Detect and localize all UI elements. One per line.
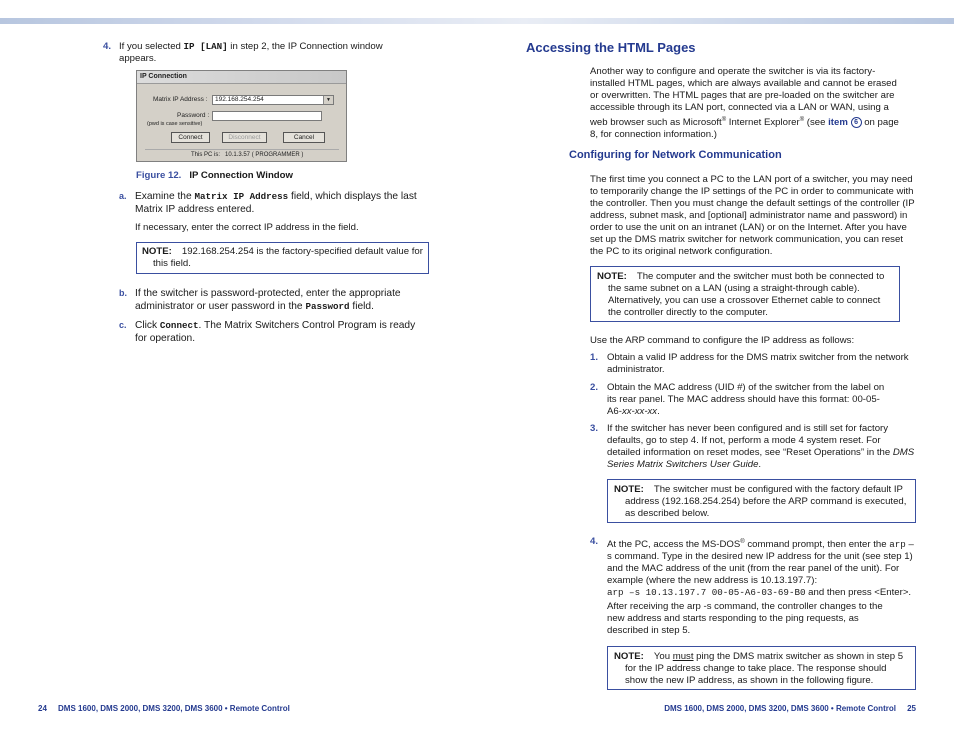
- footer-left: 24 DMS 1600, DMS 2000, DMS 3200, DMS 3600 • Remote Control: [38, 704, 290, 713]
- network-paragraph: The first time you connect a PC to the LAN port of a switcher, you may need to temporarily change the IP settings of the PC in order to communicate with the controller. Then you must change the default settings of the controller (IP address, subnet mask, and [optional] administrator name and password) in order to use the unit on an intranet (LAN) or on the Internet. After you have set up the DMS matrix switcher for network communication, you can reset the PC to its original network configuration.: [590, 174, 915, 257]
- left-step-4: 4. If you selected IP [LAN] in step 2, the IP Connection window appears.: [103, 41, 383, 64]
- matrix-ip-label: Matrix IP Address :: [153, 96, 208, 103]
- subheading: Configuring for Network Communication: [569, 149, 782, 161]
- step-1: 1. Obtain a valid IP address for the DMS matrix switcher from the network administrator.: [590, 352, 909, 375]
- step-2: 2. Obtain the MAC address (UID #) of the switcher from the label on its rear panel. The MAC address should have this format: 00-05-A6-xx-xx-xx.: [590, 382, 885, 417]
- password-hint: (pwd is case sensitive): [147, 121, 203, 127]
- figure-caption: Figure 12. IP Connection Window: [136, 170, 293, 181]
- left-step-b: b. If the switcher is password-protected, enter the appropriate administrator or user password in the Password field.: [119, 288, 401, 312]
- dropdown-arrow-icon[interactable]: ▼: [323, 96, 333, 104]
- pc-ip-status: This PC is: 10.1.3.57 ( PROGRAMMER ): [145, 149, 339, 160]
- ip-connection-dialog: [136, 70, 347, 162]
- dialog-title: IP Connection: [137, 71, 346, 84]
- note-ping: NOTE: You must ping the DMS matrix switcher as shown in step 5 for the IP address change to take place. The response should show the new IP address, as shown in the following figure.: [607, 646, 916, 690]
- arp-intro: Use the ARP command to configure the IP address as follows:: [590, 335, 855, 346]
- left-step-c: c. Click Connect. The Matrix Switchers Control Program is ready for operation.: [119, 320, 416, 344]
- note-subnet: NOTE: The computer and the switcher must both be connected to the same subnet on a LAN (using a straight-through cable). Alternatively, you can use a crossover Ethernet cable to connect the controller directly to the computer.: [590, 266, 900, 322]
- connect-button[interactable]: Connect: [171, 132, 210, 143]
- matrix-ip-input[interactable]: 192.168.254.254 ▼: [212, 95, 334, 105]
- callout-6-icon: 6: [851, 117, 862, 128]
- section-heading: Accessing the HTML Pages: [526, 40, 696, 55]
- left-step-a-sub: If necessary, enter the correct IP address in the field.: [135, 222, 359, 233]
- note-default-ip: NOTE: 192.168.254.254 is the factory-specified default value for this field.: [136, 242, 429, 274]
- footer-right: DMS 1600, DMS 2000, DMS 3200, DMS 3600 • Remote Control 25: [664, 704, 916, 713]
- password-label: Password :: [177, 112, 210, 119]
- intro-paragraph: Another way to configure and operate the switcher is via its factory-installed HTML pages, which are always available and cannot be erased or overwritten. The HTML pages that are pre-loaded on the switcher are accessible through its LAN port, connected via a LAN or WAN, using a web browser such as Microsoft® Internet Explorer® (see item 6 on page 8, for connection information.): [590, 66, 899, 141]
- step-4: 4. At the PC, access the MS-DOS® command prompt, then enter the arp –s command. Type in the desired new IP address for the unit (see step 1) and the MAC address of the unit (from the rear panel of the unit). For example (where the new address is 10.13.197.7): arp –s 10.13.197.7 00-05-A6-03-69-B0 and then press <Enter>.: [590, 536, 914, 599]
- step-4-after: After receiving the arp -s command, the controller changes to the new address and starts responding to the ping requests, as described in step 5.: [607, 601, 883, 636]
- password-input[interactable]: [212, 111, 322, 121]
- cancel-button[interactable]: Cancel: [283, 132, 325, 143]
- item-link[interactable]: item: [828, 117, 848, 129]
- left-step-a: a. Examine the Matrix IP Address field, which displays the last Matrix IP address entered.: [119, 191, 417, 215]
- disconnect-button[interactable]: Disconnect: [222, 132, 267, 143]
- top-decorative-bar: [0, 18, 954, 24]
- step-3: 3. If the switcher has never been configured and is still set for factory defaults, go to step 4. If not, perform a mode 4 system reset. For detailed information on reset modes, see “Reset Operations” in the DMS Series Matrix Switchers User Guide.: [590, 423, 915, 470]
- note-factory-default: NOTE: The switcher must be configured with the factory default IP address (192.168.254.254) before the ARP command is executed, as described below.: [607, 479, 916, 523]
